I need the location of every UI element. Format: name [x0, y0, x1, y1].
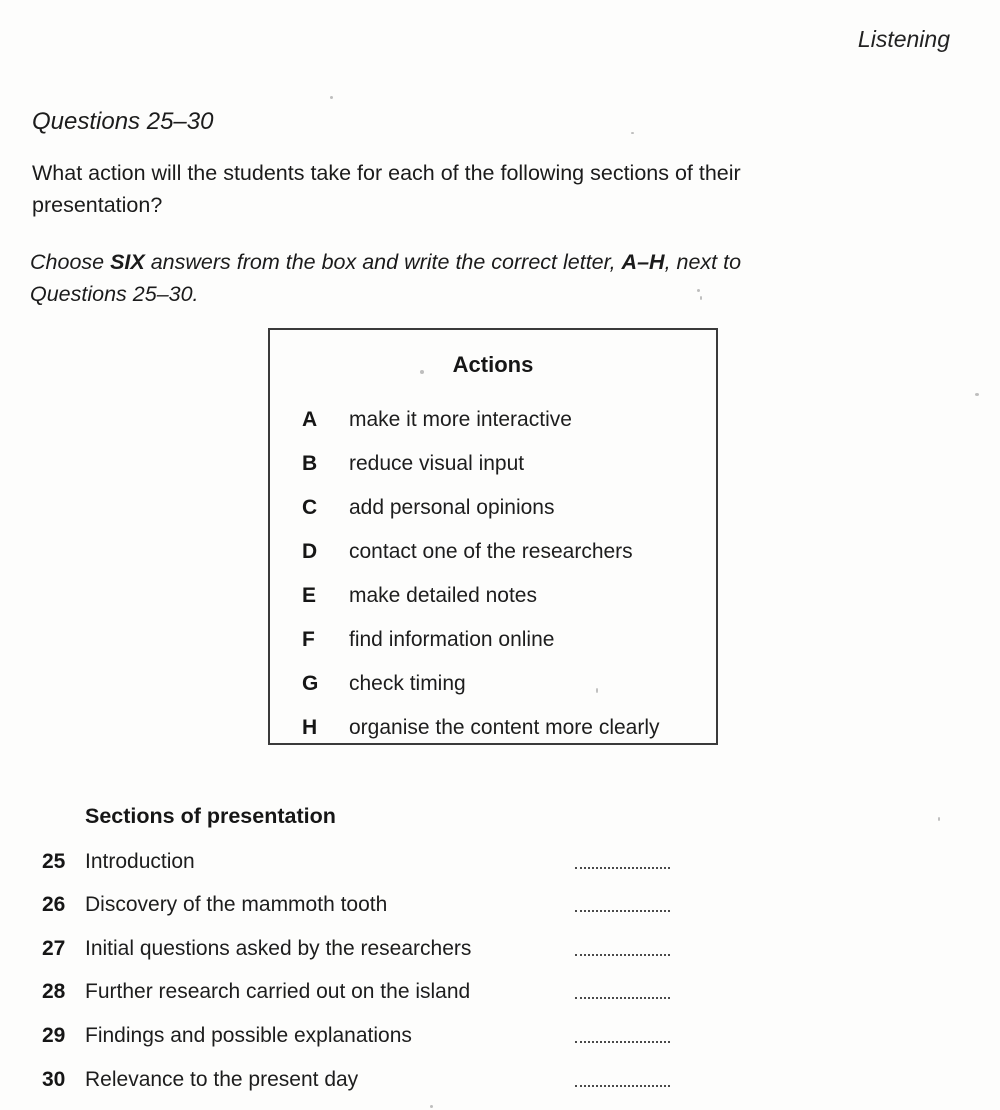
action-option-f	[270, 618, 716, 662]
question-number: 26	[42, 893, 66, 916]
answer-blank-30[interactable]	[575, 1085, 670, 1087]
question-number: 30	[42, 1068, 66, 1091]
instruction-seg1: Choose	[30, 250, 111, 274]
answer-blank-29[interactable]	[575, 1041, 670, 1043]
question-number: 28	[42, 980, 66, 1003]
option-text: check timing	[349, 672, 466, 695]
question-number: 25	[42, 850, 66, 873]
question-text: Further research carried out on the island	[85, 980, 471, 1003]
question-text: Introduction	[85, 850, 195, 873]
question-number: 29	[42, 1024, 66, 1047]
answer-blank-25[interactable]	[575, 867, 670, 869]
option-text: make detailed notes	[349, 584, 537, 607]
option-letter: B	[302, 452, 318, 475]
scan-speck	[631, 132, 634, 134]
section-row-30	[0, 1068, 1000, 1096]
action-option-e	[270, 574, 716, 618]
option-text: reduce visual input	[349, 452, 525, 475]
option-letter: D	[302, 540, 318, 563]
instruction-bold-six: SIX	[110, 250, 145, 274]
option-text: make it more interactive	[349, 408, 572, 431]
scan-speck	[700, 296, 702, 300]
question-text: Findings and possible explanations	[85, 1024, 412, 1047]
page-header-label: Listening	[857, 26, 950, 52]
action-option-b	[270, 442, 716, 486]
questions-range-title: Questions 25–30	[32, 108, 214, 135]
answer-blank-28[interactable]	[575, 997, 670, 999]
question-number: 27	[42, 937, 66, 960]
option-letter: G	[302, 672, 319, 695]
section-row-29	[0, 1024, 1000, 1052]
option-text: contact one of the researchers	[349, 540, 633, 563]
instruction-text	[30, 246, 830, 311]
option-letter: F	[302, 628, 315, 651]
scan-speck	[975, 393, 979, 396]
question-text: Discovery of the mammoth tooth	[85, 893, 388, 916]
option-letter: H	[302, 716, 318, 739]
sections-heading: Sections of presentation	[85, 804, 336, 828]
option-letter: C	[302, 496, 318, 519]
section-row-25	[0, 850, 1000, 878]
scan-speck	[596, 688, 598, 693]
actions-options-box	[268, 328, 718, 745]
question-text: Relevance to the present day	[85, 1068, 359, 1091]
action-option-h	[270, 706, 716, 750]
option-text: organise the content more clearly	[349, 716, 660, 739]
section-row-28	[0, 980, 1000, 1008]
section-row-26	[0, 893, 1000, 921]
option-text: find information online	[349, 628, 555, 651]
action-option-a	[270, 398, 716, 442]
scan-speck	[938, 817, 940, 821]
section-row-27	[0, 937, 1000, 965]
instruction-seg2: answers from the box and write the correct letter,	[144, 250, 622, 274]
scan-speck	[330, 96, 333, 99]
option-letter: A	[302, 408, 318, 431]
action-option-d	[270, 530, 716, 574]
action-option-c	[270, 486, 716, 530]
question-text: Initial questions asked by the researchers	[85, 937, 472, 960]
actions-options-list	[270, 398, 716, 750]
scan-speck	[430, 1105, 433, 1108]
option-text: add personal opinions	[349, 496, 555, 519]
instruction-bold-letters: A–H	[621, 250, 665, 274]
option-letter: E	[302, 584, 317, 607]
scan-speck	[697, 289, 700, 292]
scan-speck	[420, 370, 424, 374]
answer-blank-27[interactable]	[575, 954, 670, 956]
question-prompt: What action will the students take for each of the following sections of their presentation?	[32, 161, 741, 217]
instruction-seg3: , next to Questions 25–30.	[30, 250, 742, 307]
action-option-g	[270, 662, 716, 706]
actions-box-title: Actions	[452, 352, 534, 377]
answer-blank-26[interactable]	[575, 910, 670, 912]
